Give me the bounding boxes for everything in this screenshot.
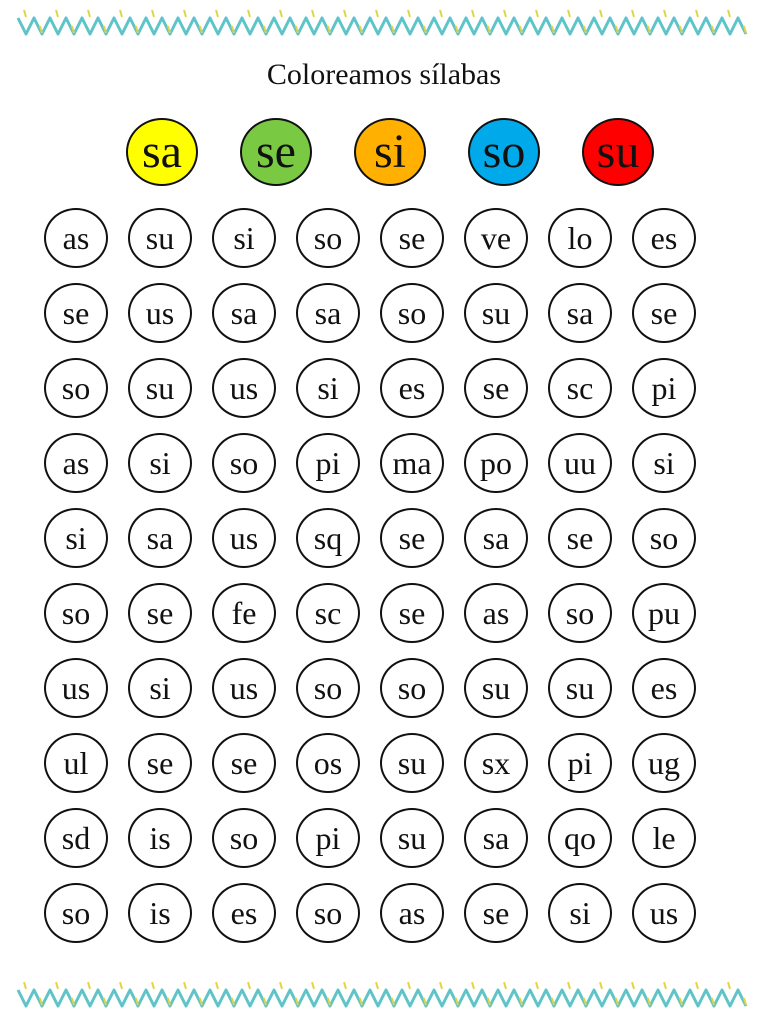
syllable-circle[interactable]: po (464, 433, 528, 493)
zigzag-tick (600, 10, 602, 17)
syllable-circle[interactable]: so (380, 283, 444, 343)
syllable-circle[interactable]: su (128, 358, 192, 418)
zigzag-tick (408, 10, 410, 17)
syllable-circle[interactable]: is (128, 883, 192, 943)
syllable-circle[interactable]: si (44, 508, 108, 568)
syllable-circle[interactable]: si (128, 658, 192, 718)
syllable-circle[interactable]: us (212, 658, 276, 718)
syllable-circle[interactable]: as (464, 583, 528, 643)
zigzag-tick (88, 10, 90, 17)
zigzag-tick (344, 982, 346, 989)
syllable-circle[interactable]: sq (296, 508, 360, 568)
syllable-circle[interactable]: sc (548, 358, 612, 418)
syllable-circle[interactable]: ul (44, 733, 108, 793)
syllable-circle[interactable]: le (632, 808, 696, 868)
syllable-circle[interactable]: ug (632, 733, 696, 793)
syllable-circle[interactable]: sa (212, 283, 276, 343)
syllable-circle[interactable]: sa (464, 808, 528, 868)
zigzag-tick (88, 982, 90, 989)
zigzag-tick (568, 982, 570, 989)
legend-key-su: su (582, 118, 654, 186)
zigzag-tick (120, 982, 122, 989)
syllable-circle[interactable]: so (296, 658, 360, 718)
syllable-circle[interactable]: es (212, 883, 276, 943)
syllable-circle[interactable]: se (464, 883, 528, 943)
syllable-circle[interactable]: so (44, 883, 108, 943)
syllable-circle[interactable]: so (548, 583, 612, 643)
syllable-circle[interactable]: qo (548, 808, 612, 868)
syllable-circle[interactable]: si (548, 883, 612, 943)
syllable-circle[interactable]: su (380, 733, 444, 793)
syllable-circle[interactable]: is (128, 808, 192, 868)
syllable-circle[interactable]: so (44, 583, 108, 643)
syllable-circle[interactable]: su (464, 283, 528, 343)
syllable-circle[interactable]: pi (632, 358, 696, 418)
zigzag-tick (696, 10, 698, 17)
zigzag-line (18, 990, 746, 1006)
zigzag-tick (472, 10, 474, 17)
syllable-circle[interactable]: se (380, 208, 444, 268)
syllable-circle[interactable]: pi (296, 808, 360, 868)
zigzag-tick (536, 10, 538, 17)
zigzag-tick (56, 982, 58, 989)
zigzag-tick (632, 982, 634, 989)
zigzag-tick (344, 10, 346, 17)
syllable-circle[interactable]: es (632, 658, 696, 718)
syllable-circle[interactable]: se (632, 283, 696, 343)
legend-key-so: so (468, 118, 540, 186)
syllable-circle[interactable]: pu (632, 583, 696, 643)
syllable-circle[interactable]: si (212, 208, 276, 268)
syllable-circle[interactable]: si (632, 433, 696, 493)
zigzag-tick (312, 10, 314, 17)
syllable-circle[interactable]: us (632, 883, 696, 943)
decorative-zigzag-border-top (0, 4, 768, 44)
syllable-circle[interactable]: se (464, 358, 528, 418)
zigzag-tick (280, 10, 282, 17)
zigzag-tick (728, 982, 730, 989)
syllable-circle[interactable]: us (128, 283, 192, 343)
syllable-circle[interactable]: se (548, 508, 612, 568)
syllable-circle[interactable]: so (380, 658, 444, 718)
syllable-circle[interactable]: so (296, 883, 360, 943)
zigzag-tick (216, 982, 218, 989)
syllable-circle[interactable]: se (212, 733, 276, 793)
syllable-circle[interactable]: as (380, 883, 444, 943)
syllable-circle[interactable]: sx (464, 733, 528, 793)
syllable-circle[interactable]: se (380, 508, 444, 568)
syllable-circle[interactable]: sa (464, 508, 528, 568)
syllable-circle[interactable]: ma (380, 433, 444, 493)
color-legend (0, 118, 768, 190)
syllable-circle[interactable]: so (44, 358, 108, 418)
syllable-circle[interactable]: su (548, 658, 612, 718)
decorative-zigzag-border-bottom (0, 976, 768, 1016)
zigzag-tick (504, 10, 506, 17)
zigzag-tick (184, 982, 186, 989)
zigzag-tick (632, 10, 634, 17)
zigzag-tick (56, 10, 58, 17)
syllable-circle[interactable]: fe (212, 583, 276, 643)
zigzag-tick (440, 982, 442, 989)
syllable-circle[interactable]: sa (128, 508, 192, 568)
syllable-circle[interactable]: su (128, 208, 192, 268)
syllable-circle[interactable]: sa (296, 283, 360, 343)
zigzag-tick (120, 10, 122, 17)
zigzag-tick (24, 982, 26, 989)
legend-key-si: si (354, 118, 426, 186)
syllable-circle[interactable]: so (212, 433, 276, 493)
legend-key-sa: sa (126, 118, 198, 186)
syllable-circle[interactable]: se (380, 583, 444, 643)
syllable-circle[interactable]: so (632, 508, 696, 568)
zigzag-tick (664, 982, 666, 989)
syllable-circle[interactable]: uu (548, 433, 612, 493)
zigzag-tick (536, 982, 538, 989)
zigzag-tick (600, 982, 602, 989)
syllable-circle[interactable]: pi (548, 733, 612, 793)
syllable-circle[interactable]: lo (548, 208, 612, 268)
zigzag-tick (184, 10, 186, 17)
zigzag-tick (472, 982, 474, 989)
syllable-circle[interactable]: sa (548, 283, 612, 343)
zigzag-tick (504, 982, 506, 989)
zigzag-tick (312, 982, 314, 989)
zigzag-tick (24, 10, 26, 17)
zigzag-tick (376, 982, 378, 989)
zigzag-tick (152, 982, 154, 989)
zigzag-tick (248, 982, 250, 989)
syllable-circle[interactable]: as (44, 208, 108, 268)
syllable-circle[interactable]: se (128, 583, 192, 643)
syllable-circle[interactable]: se (128, 733, 192, 793)
zigzag-tick (152, 10, 154, 17)
syllable-circle[interactable]: sd (44, 808, 108, 868)
zigzag-tick (728, 10, 730, 17)
zigzag-line (18, 18, 746, 34)
zigzag-tick (376, 10, 378, 17)
syllable-circle[interactable]: so (212, 808, 276, 868)
syllable-circle[interactable]: es (632, 208, 696, 268)
legend-key-se: se (240, 118, 312, 186)
zigzag-tick (440, 10, 442, 17)
syllable-circle[interactable]: pi (296, 433, 360, 493)
syllable-circle[interactable]: es (380, 358, 444, 418)
syllable-circle[interactable]: so (296, 208, 360, 268)
syllable-circle[interactable]: su (380, 808, 444, 868)
syllable-circle[interactable]: su (464, 658, 528, 718)
zigzag-tick (696, 982, 698, 989)
syllable-circle[interactable]: ve (464, 208, 528, 268)
syllable-circle[interactable]: as (44, 433, 108, 493)
zigzag-tick (280, 982, 282, 989)
syllable-circle[interactable]: us (212, 358, 276, 418)
page-title: Coloreamos sílabas (266, 58, 502, 91)
zigzag-tick (248, 10, 250, 17)
syllable-circle[interactable]: si (128, 433, 192, 493)
syllable-circle[interactable]: os (296, 733, 360, 793)
syllable-circle[interactable]: us (44, 658, 108, 718)
syllable-circle[interactable]: us (212, 508, 276, 568)
zigzag-tick (216, 10, 218, 17)
zigzag-tick (664, 10, 666, 17)
syllable-circle[interactable]: si (296, 358, 360, 418)
syllable-circle[interactable]: sc (296, 583, 360, 643)
zigzag-tick (568, 10, 570, 17)
syllable-circle[interactable]: se (44, 283, 108, 343)
zigzag-tick (408, 982, 410, 989)
